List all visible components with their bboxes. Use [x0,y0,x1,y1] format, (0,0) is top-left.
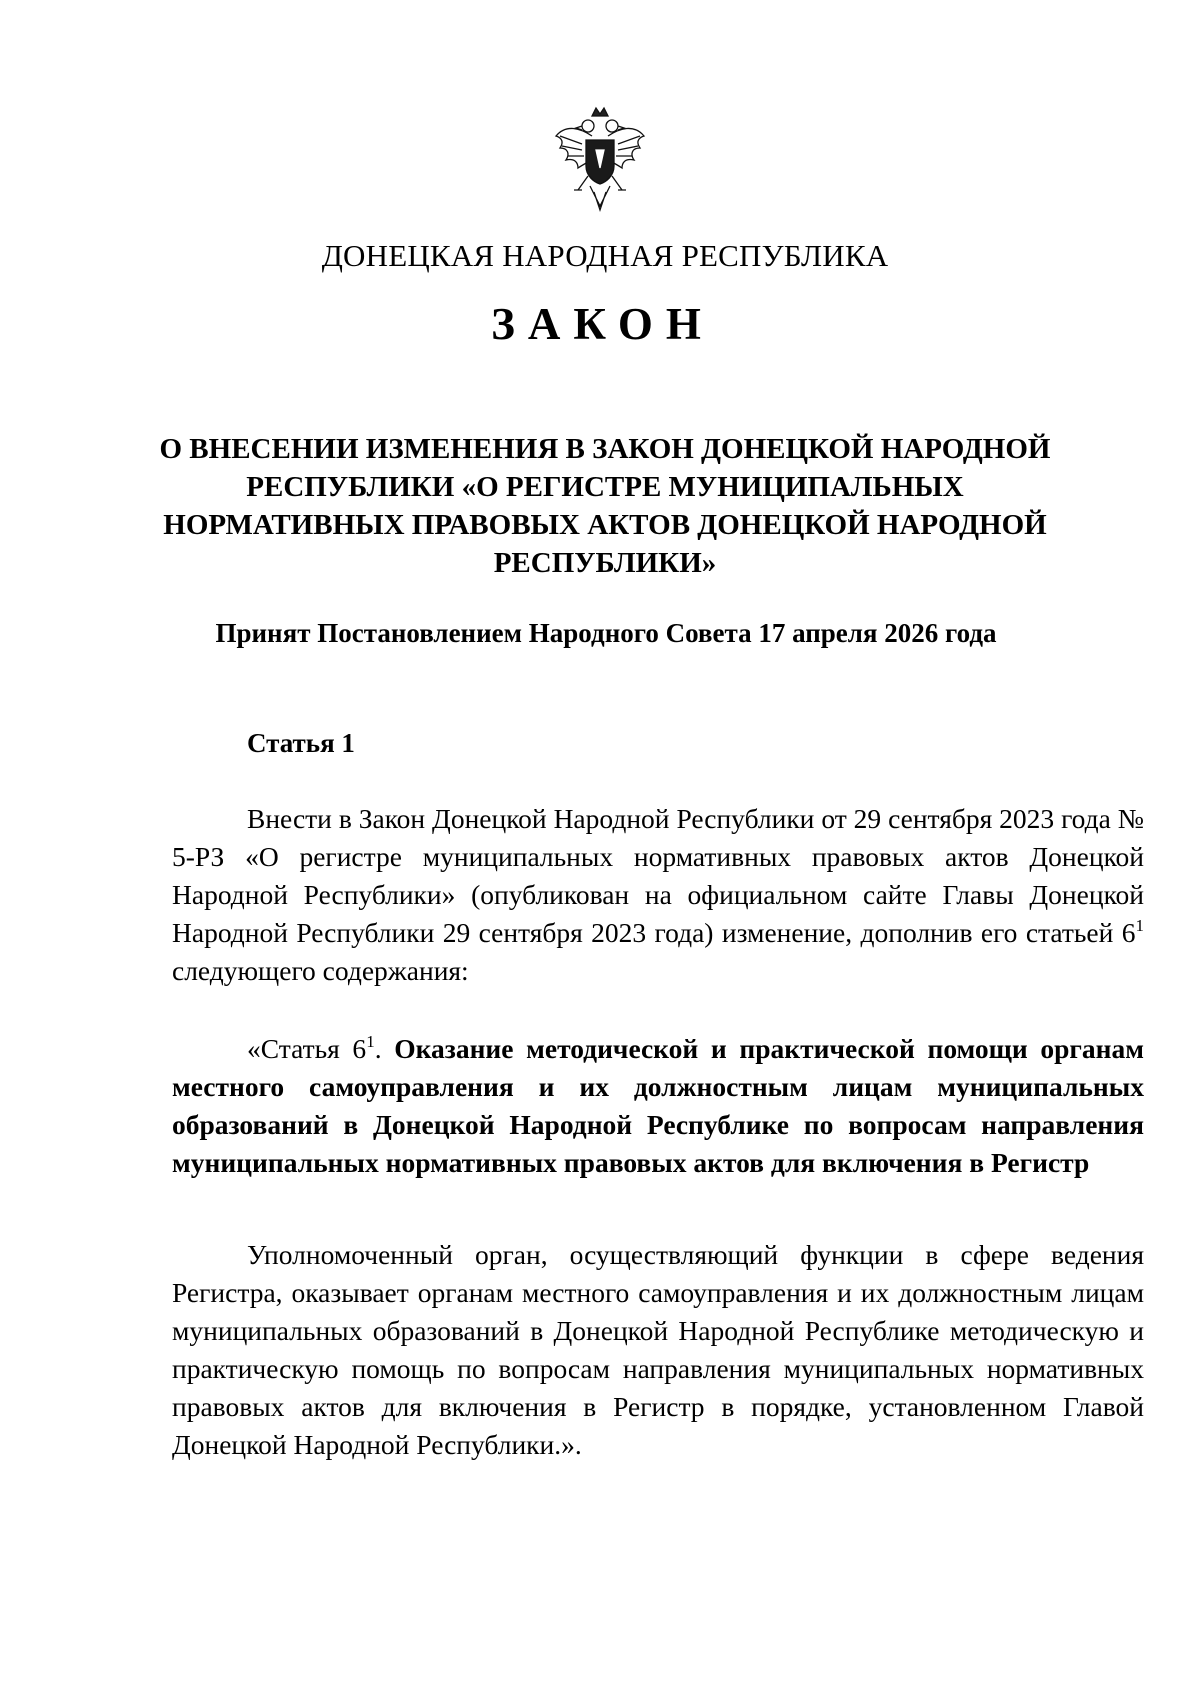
law-title: О ВНЕСЕНИИ ИЗМЕНЕНИЯ В ЗАКОН ДОНЕЦКОЙ НАРОДНОЙ РЕСПУБЛИКИ «О РЕГИСТРЕ МУНИЦИПАЛЬНЫХ НОРМАТИВНЫХ ПРАВОВЫХ АКТОВ ДОНЕЦКОЙ НАРОДНОЙ РЕСПУБЛИКИ» [159,433,1051,579]
republic-name: ДОНЕЦКАЯ НАРОДНАЯ РЕСПУБЛИКА [321,238,889,273]
article-intro-paragraph [172,800,1144,990]
new-article-dot: . [374,1033,395,1064]
new-article-title: Оказание методической и практической помощи органам местного самоуправления и их должностным лицам муниципальных образований в Донецкой Народной Республике по вопросам направления муниципальных нормативных правовых актов для включения в Регистр [172,1033,1144,1178]
intro-superscript: 1 [1135,916,1144,935]
new-article-heading-paragraph [172,1030,1144,1182]
document-kind: ЗАКОН [491,299,714,349]
new-article-body-paragraph: Уполномоченный орган, осуществляющий функции в сфере ведения Регистра, оказывает органам местного самоуправления и их должностным лицам муниципальных образований в Донецкой Народной Республике методическую и практическую помощь по вопросам направления муниципальных нормативных правовых актов для включения в Регистр в порядке, установленном Главой Донецкой Народной Республики.». [172,1239,1144,1460]
intro-text: Внести в Закон Донецкой Народной Республики от 29 сентября 2023 года № 5-РЗ «О регистре муниципальных нормативных правовых актов Донецкой Народной Республики» (опубликован на официальном сайте Главы Донецкой Народной Республики 29 сентября 2023 года) изменение, дополнив его статьей 6 [172,803,1144,948]
intro-text-end: следующего содержания: [172,955,469,986]
new-article-superscript: 1 [366,1032,375,1051]
article-heading: Статья 1 [247,728,355,758]
adoption-line: Принят Постановлением Народного Совета 17 апреля 2026 года [215,618,997,648]
coat-of-arms-icon [552,106,648,218]
new-article-prefix: «Статья 6 [247,1033,367,1064]
